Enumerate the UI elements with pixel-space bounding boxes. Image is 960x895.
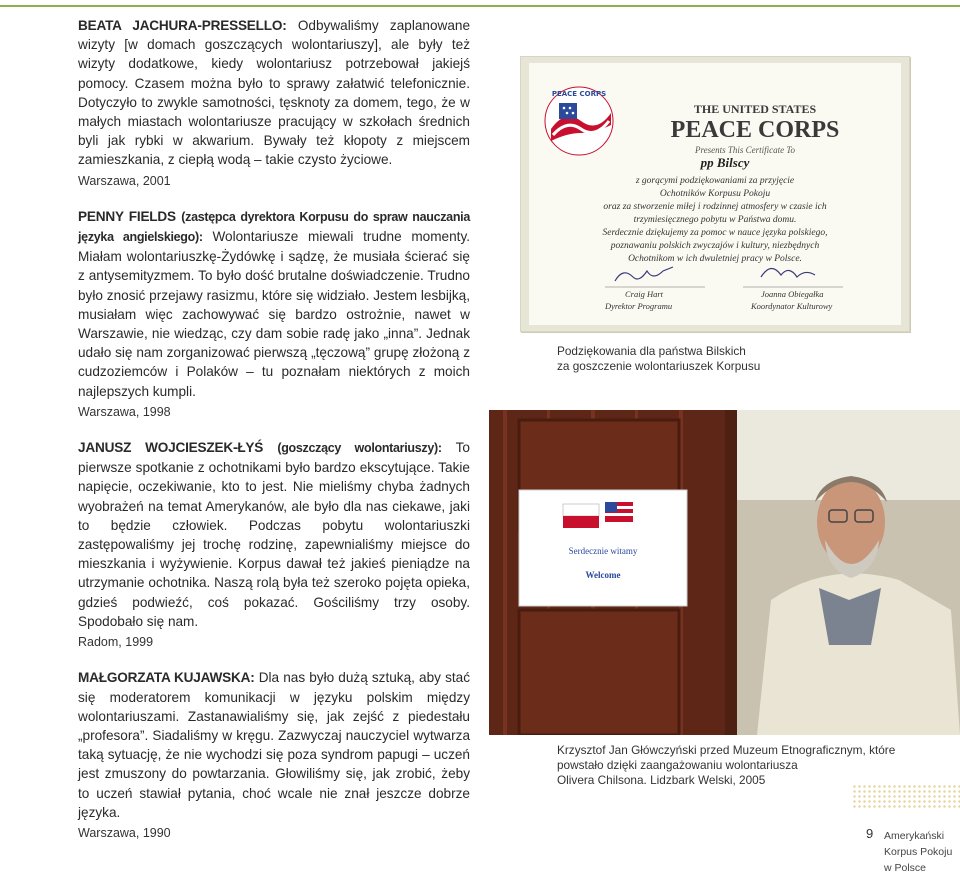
caption-photo (557, 743, 897, 788)
welcome-sign (519, 490, 687, 606)
speaker-name: MAŁGORZATA KUJAWSKA: (78, 670, 255, 686)
cert-body-line: z gorącymi podziękowaniami za przyjęcie (635, 176, 795, 186)
entry-place: Radom, 1999 (78, 635, 154, 650)
entry-place: Warszawa, 1998 (78, 404, 171, 419)
caption-certificate (557, 344, 857, 374)
caption-line: za goszczenie wolontariuszek Korpusu (557, 359, 761, 373)
entry-place: Warszawa, 1990 (78, 825, 171, 840)
cert-body-line: Ochotników Korpusu Pokoju (659, 189, 771, 199)
poland-flag-icon (563, 504, 599, 516)
speaker-name: PENNY FIELDS (78, 208, 176, 224)
certificate (529, 63, 901, 325)
decorative-dots (852, 784, 960, 810)
museum-photo-graphic (489, 410, 960, 735)
sign-line-english: Welcome (585, 570, 621, 580)
caption-line: Olivera Chilsona. Lidzbark Welski, 2005 (557, 773, 766, 787)
footer-brand (884, 828, 952, 876)
cert-body-line: Serdecznie dziękujemy za pomoc w nauce języka polskiego, (602, 228, 828, 238)
cert-header-line1: THE UNITED STATES (693, 102, 817, 116)
caption-line: Krzysztof Jan Główczyński przed Muzeum Etnograficznym, które (557, 743, 896, 757)
caption-line: powstało dzięki zaangażowaniu wolontariusza (557, 758, 798, 772)
cert-body-line: oraz za stworzenie miłej i rodzinnej atmosfery w czasie ich (603, 202, 827, 212)
footer-brand-line: w Polsce (884, 862, 927, 874)
entry-jachura (78, 16, 470, 191)
signer2-name: Joanna Obiegałka (761, 289, 824, 299)
footer-brand-line: Amerykański (884, 830, 945, 842)
cert-body-line: Ochotnikom w ich dwuletniej pracy w Polsce. (628, 254, 802, 264)
certificate-photo (520, 56, 910, 332)
logo-text: PEACE CORPS (551, 90, 607, 98)
cert-body-line: poznawaniu polskich zwyczajów i kultury, niezbędnych (610, 241, 820, 251)
speaker-name: JANUSZ WOJCIESZEK-ŁYŚ (78, 440, 264, 456)
signature-mark (615, 267, 673, 281)
entry-wojcieszek (78, 438, 470, 652)
speaker-role: (zastępca dyrektora Korpusu do spraw nauczania języka angielskiego): (78, 209, 470, 245)
entry-kujawska (78, 668, 470, 843)
signer1-name: Craig Hart (625, 289, 664, 299)
signature-mark (761, 268, 815, 277)
cert-presents: Presents This Certificate To (694, 145, 796, 155)
entry-text: Wolontariusze miewali trudne momenty. Miałam wolontariuszkę-Żydówkę i sądzę, że musiała ścierać się z antysemityzmem. To było dość brutalne doświadczenie. Trudno było znosić przejawy rasizmu, które się widziało. Jestem lesbijką, musiałam więc zachowywać się bardzo ostrożnie, nawet w Warszawie, nie wiedząc, czy dam sobie radę jako „inna”. Jednak udało się nam zorganizować pierwszą „tęczową” grupę złożoną z cudzoziemców i Polaków – tu poznałam niektórych z moich najlepszych kumpli. (78, 229, 471, 399)
entry-text: Dla nas było dużą sztuką, aby stać się moderatorem komunikacji w języku polskim między wolontariuszami. Zastanawialiśmy się, jak zejść z piedestału „profesora”. Siadaliśmy w kręgu. Zazwyczaj nauczyciel wytwarza taką sytuację, że nie wychodzi się poza syndrom papugi – uczeń jest zmuszony do powtarzania. Głowiliśmy się, jak zrobić, żeby to uczeń stawiał pytania, choć wcale nie znał jeszcze dobrze języka. (78, 670, 470, 820)
cert-recipient: pp Bilscy (700, 155, 750, 170)
certificate-graphic (529, 63, 901, 325)
entry-text: To pierwsze spotkanie z ochotnikami było bardzo ekscytujące. Takie napięcie, oczekiwanie, kto to jest. Nie mieliśmy chyba żadnych wyobrażeń na temat Amerykanów, ale było dla nas ciekawe, jaki to będzie człowiek. Podczas pobytu wolontariuszki zastępowaliśmy jej trochę rodzinę, zapewnialiśmy miejsce do mieszkania i wyżywienie. Korpus dawał też jakieś pieniądze na utrzymanie ochotnika. Naszą rolą była też szeroko pojęta opieka, gdzieś podwieźć, coś pokazać. Gościliśmy trzy osoby. Spodobało się nam. (78, 440, 470, 629)
sign-line-polish: Serdecznie witamy (568, 546, 638, 556)
signer1-title: Dyrektor Programu (605, 301, 673, 311)
top-rule (0, 5, 960, 7)
signer2-title: Koordynator Kulturowy (751, 301, 833, 311)
poland-flag-icon (563, 516, 599, 528)
speaker-role: (goszczący wolontariuszy): (277, 441, 442, 456)
entry-place: Warszawa, 2001 (78, 173, 171, 188)
entry-text: Odbywaliśmy zaplanowane wizyty [w domach goszczących wolontariuszy], ale były też wizyty dodatkowe, kiedy wolontariusz potrzebował jakiejś pomocy. Czasem można było to sprawy załatwić telefonicznie. Dotyczyło to zwykle samotności, tęsknoty za domem, tego, że w małych miastach wolontariusze pracujący w szkołach średnich byli jak rybki w akwarium. Bywały też kłopoty z miejscem zamieszkania, z ciepłą wodą – takie czysto życiowe. (78, 18, 471, 168)
museum-photo (489, 410, 960, 735)
peace-corps-logo-icon (545, 87, 613, 155)
speaker-name: BEATA JACHURA-PRESSELLO: (78, 18, 287, 33)
page-number: 9 (866, 826, 874, 841)
caption-line: Podziękowania dla państwa Bilskich (557, 344, 746, 358)
entry-fields (78, 207, 470, 422)
cert-header-line2: PEACE CORPS (670, 117, 840, 143)
cert-body-line: trzymiesięcznego pobytu w Państwa domu. (633, 215, 797, 225)
footer-brand-line: Korpus Pokoju (884, 846, 953, 858)
interview-column (78, 16, 470, 859)
